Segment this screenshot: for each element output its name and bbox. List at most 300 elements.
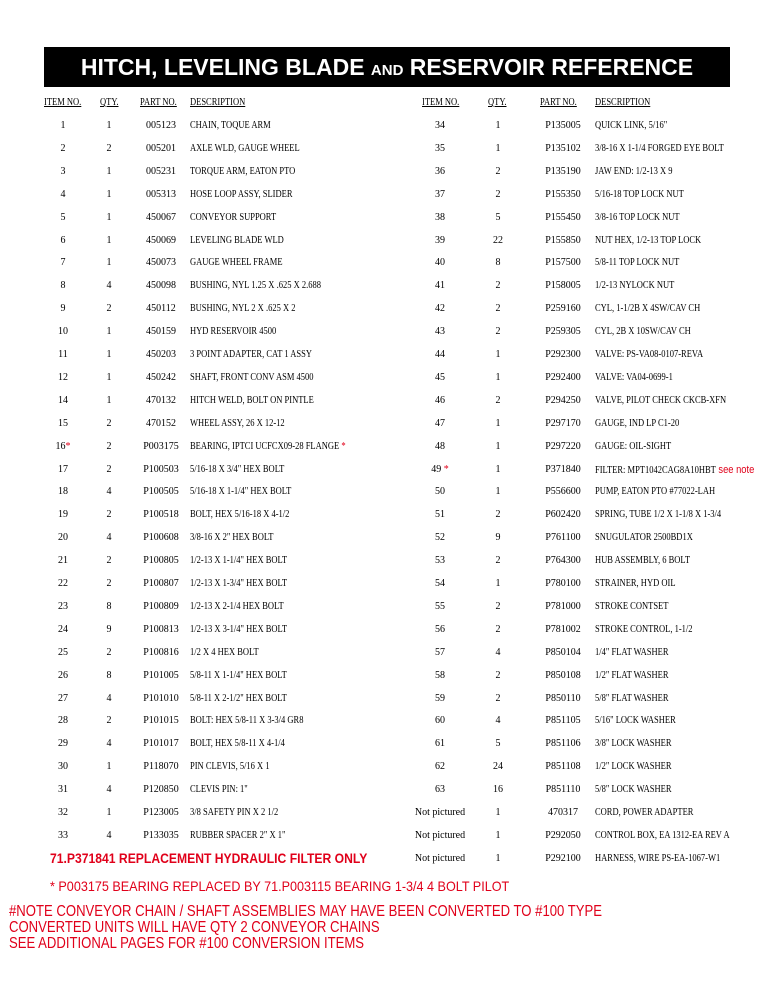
bearing-note: * P003175 BEARING REPLACED BY 71.P003115 BEARING 1-3/4 4 BOLT PILOT <box>50 878 510 894</box>
description-text: 1/2 X 4 HEX BOLT <box>190 646 259 658</box>
description-text: BOLT: HEX 5/8-11 X 3-3/4 GR8 <box>190 715 304 727</box>
right-part-no: P259305 <box>545 326 581 338</box>
left-header-desc: DESCRIPTION <box>190 97 246 108</box>
left-description <box>190 578 287 589</box>
item-number: 36 <box>435 165 445 177</box>
item-number: 29 <box>58 738 68 750</box>
description-text: AXLE WLD, GAUGE WHEEL <box>190 142 300 154</box>
left-qty: 9 <box>106 623 112 635</box>
description-text: 1/2-13 X 1-1/4" HEX BOLT <box>190 555 288 567</box>
item-number: 55 <box>435 600 445 612</box>
right-qty: 1 <box>495 440 501 452</box>
left-part-no: P123005 <box>143 807 179 818</box>
left-qty: 1 <box>106 326 112 338</box>
right-description <box>595 647 669 658</box>
left-description <box>190 464 284 475</box>
left-part-no: P100813 <box>143 623 179 635</box>
description-text: CHAIN, TOQUE ARM <box>190 120 271 131</box>
conveyor-note-line-2: CONVERTED UNITS WILL HAVE QTY 2 CONVEYOR CHAINS <box>9 919 380 936</box>
item-number: 33 <box>58 829 68 841</box>
item-number: 26 <box>58 669 68 681</box>
left-qty: 1 <box>106 257 112 269</box>
description-text: BOLT, HEX 5/16-18 X 4-1/2 <box>190 509 290 521</box>
left-item-no <box>40 509 86 520</box>
description-text: GAUGE: OIL-SIGHT <box>595 440 672 452</box>
item-number: 41 <box>435 280 445 292</box>
left-description <box>190 555 287 566</box>
left-item-no <box>40 166 86 177</box>
left-qty: 2 <box>106 142 112 154</box>
item-number: 63 <box>435 784 445 796</box>
item-number: 25 <box>58 646 68 658</box>
right-part-no: P761100 <box>545 532 581 544</box>
left-item-no <box>40 280 86 291</box>
left-part-no: 005201 <box>146 142 176 154</box>
description-text: CYL, 2B X 10SW/CAV CH <box>595 326 691 338</box>
left-description <box>190 761 270 772</box>
right-qty: 2 <box>495 555 501 567</box>
left-part-no: P101010 <box>143 692 179 704</box>
right-description <box>595 715 676 726</box>
left-item-no <box>40 670 86 681</box>
left-part-no: P118070 <box>143 761 179 773</box>
left-item-no <box>40 372 86 383</box>
left-part-no: 450203 <box>146 349 176 360</box>
right-description <box>595 784 672 795</box>
description-text: BOLT, HEX 5/8-11 X 4-1/4 <box>190 738 285 750</box>
right-description <box>595 670 669 681</box>
left-description <box>190 166 295 177</box>
item-number: 37 <box>435 188 445 200</box>
left-description <box>190 349 312 360</box>
item-number: 20 <box>58 532 68 544</box>
right-description <box>595 280 674 291</box>
description-text: 1/2-13 X 2-1/4 HEX BOLT <box>190 600 284 612</box>
description-text: HUB ASSEMBLY, 6 BOLT <box>595 555 691 567</box>
left-header-part: PART NO. <box>140 97 177 108</box>
right-qty: 1 <box>495 807 501 818</box>
left-description <box>190 807 278 818</box>
right-part-no: P556600 <box>545 486 581 498</box>
right-item-no <box>408 143 472 154</box>
left-description <box>190 372 314 383</box>
left-item-no <box>40 212 86 223</box>
item-number: 51 <box>435 509 445 521</box>
left-part-no: 450242 <box>146 371 176 383</box>
item-number: 43 <box>435 326 445 338</box>
description-text: 1/2-13 NYLOCK NUT <box>595 280 675 292</box>
title-text-1: HITCH, LEVELING BLADE <box>80 54 371 80</box>
item-number: 28 <box>58 715 68 727</box>
right-description <box>595 464 754 476</box>
right-part-no: P157500 <box>545 257 581 269</box>
item-number: 15 <box>58 417 68 429</box>
left-qty: 1 <box>106 120 112 131</box>
right-item-no <box>408 464 472 475</box>
right-part-no: P155350 <box>545 188 581 200</box>
page-title <box>44 47 730 87</box>
left-qty: 4 <box>106 692 112 704</box>
right-qty: 2 <box>495 188 501 200</box>
left-part-no: P100816 <box>143 646 179 658</box>
left-item-no <box>40 578 86 589</box>
right-item-no <box>408 807 472 818</box>
left-qty: 1 <box>106 211 112 223</box>
left-description <box>190 693 287 704</box>
item-number: 17 <box>58 463 68 475</box>
right-part-no: P155850 <box>545 234 581 246</box>
item-number: 46 <box>435 394 445 406</box>
right-description <box>595 738 672 749</box>
left-part-no: 450098 <box>146 280 176 292</box>
right-item-no <box>408 578 472 589</box>
item-number: 40 <box>435 257 445 269</box>
left-item-no <box>40 532 86 543</box>
right-description <box>595 853 720 864</box>
conveyor-note <box>9 904 602 952</box>
right-qty: 9 <box>495 532 501 544</box>
right-part-no: P371840 <box>545 463 581 475</box>
right-part-no: P292300 <box>545 349 581 360</box>
item-number: 18 <box>58 486 68 498</box>
right-qty: 1 <box>495 852 501 864</box>
right-item-no <box>408 853 472 864</box>
right-description <box>595 486 715 497</box>
item-number: 19 <box>58 509 68 521</box>
item-number: 7 <box>60 257 66 269</box>
left-description <box>190 189 293 200</box>
left-item-no <box>40 693 86 704</box>
item-number: 38 <box>435 211 445 223</box>
description-text: NUT HEX, 1/2-13 TOP LOCK <box>595 234 702 246</box>
item-number: Not pictured <box>414 829 466 841</box>
right-part-no: P764300 <box>545 555 581 567</box>
item-number: 22 <box>58 578 68 589</box>
left-description <box>190 830 285 841</box>
left-part-no: 450067 <box>146 211 176 223</box>
description-text: 5/8" FLAT WASHER <box>595 692 669 704</box>
item-number: 6 <box>60 234 66 246</box>
right-part-no: P292400 <box>545 371 581 383</box>
description-text: SHAFT, FRONT CONV ASM 4500 <box>190 371 314 383</box>
description-text: VALVE: PS-VA08-0107-REVA <box>595 349 704 360</box>
item-number: 59 <box>435 692 445 704</box>
right-description <box>595 235 701 246</box>
right-item-no <box>408 372 472 383</box>
left-description <box>190 509 289 520</box>
description-text: 5/16-18 X 1-1/4" HEX BOLT <box>190 486 292 498</box>
item-number: 49 <box>431 463 442 475</box>
right-description <box>595 830 730 841</box>
description-text: 3/8" LOCK WASHER <box>595 738 672 750</box>
right-header-desc: DESCRIPTION <box>595 97 651 108</box>
item-number: 16 <box>55 440 66 452</box>
right-item-no <box>408 509 472 520</box>
right-description <box>595 395 726 406</box>
left-item-no <box>40 143 86 154</box>
left-part-no: 005123 <box>146 120 176 131</box>
right-item-no <box>408 830 472 841</box>
right-part-no: P851106 <box>545 738 581 750</box>
left-part-no: 470132 <box>146 394 176 406</box>
description-text: 5/16-18 X 3/4" HEX BOLT <box>190 463 285 475</box>
description-text: FILTER: MPT1042CAG8A10HBT <box>595 464 716 476</box>
right-item-no <box>408 555 472 566</box>
right-header-qty: QTY. <box>488 97 507 108</box>
right-qty: 1 <box>495 829 501 841</box>
left-part-no: 450112 <box>146 303 176 315</box>
left-qty: 1 <box>106 349 112 360</box>
right-qty: 2 <box>495 303 501 315</box>
left-part-no: P100807 <box>143 578 179 589</box>
right-item-no <box>408 486 472 497</box>
left-item-no <box>40 715 86 726</box>
description-text: STROKE CONTSET <box>595 600 669 612</box>
right-qty: 5 <box>495 211 501 223</box>
right-description <box>595 326 691 337</box>
left-description <box>190 235 284 246</box>
item-number: 45 <box>435 371 445 383</box>
item-number: 52 <box>435 532 445 544</box>
item-number: 48 <box>435 440 445 452</box>
description-text: 5/16-18 TOP LOCK NUT <box>595 188 684 200</box>
description-text: 3/8-16 X 2" HEX BOLT <box>190 532 274 544</box>
left-description <box>190 143 300 154</box>
description-text: 5/8" LOCK WASHER <box>595 784 672 796</box>
left-description <box>190 670 287 681</box>
left-part-no: P100518 <box>143 509 179 521</box>
right-qty: 16 <box>493 784 503 796</box>
right-description <box>595 532 693 543</box>
right-part-no: P292100 <box>545 852 581 864</box>
left-qty: 1 <box>106 371 112 383</box>
item-number: Not pictured <box>414 852 466 864</box>
left-qty: 2 <box>106 463 112 475</box>
description-text: 3/8-16 TOP LOCK NUT <box>595 211 680 223</box>
right-qty: 2 <box>495 326 501 338</box>
left-part-no: P133035 <box>143 829 179 841</box>
item-number: 2 <box>60 142 66 154</box>
asterisk-mark: * <box>65 440 71 452</box>
right-qty: 2 <box>495 509 501 521</box>
left-header-item: ITEM NO. <box>44 97 82 108</box>
right-qty: 4 <box>495 646 501 658</box>
item-number: 32 <box>58 807 68 818</box>
right-item-no <box>408 693 472 704</box>
left-item-no <box>40 738 86 749</box>
description-text: 5/8-11 TOP LOCK NUT <box>595 257 680 269</box>
description-text: BUSHING, NYL 1.25 X .625 X 2.688 <box>190 280 321 292</box>
left-item-no <box>40 326 86 337</box>
left-qty: 8 <box>106 600 112 612</box>
item-number: 58 <box>435 669 445 681</box>
right-qty: 5 <box>495 738 501 750</box>
right-item-no <box>408 235 472 246</box>
right-item-no <box>408 349 472 360</box>
right-item-no <box>408 738 472 749</box>
left-item-no <box>40 349 86 360</box>
item-number: 3 <box>60 165 66 177</box>
left-description <box>190 486 291 497</box>
item-number: 60 <box>435 715 445 727</box>
left-item-no <box>40 189 86 200</box>
description-text: 3 POINT ADAPTER, CAT 1 ASSY <box>190 349 313 360</box>
conveyor-note-line-1: #NOTE CONVEYOR CHAIN / SHAFT ASSEMBLIES MAY HAVE BEEN CONVERTED TO #100 TYPE <box>9 903 603 920</box>
left-description <box>190 441 346 452</box>
right-item-no <box>408 395 472 406</box>
right-qty: 2 <box>495 669 501 681</box>
filter-note: 71.P371841 REPLACEMENT HYDRAULIC FILTER ONLY <box>50 851 368 866</box>
item-number: 1 <box>60 120 66 131</box>
left-qty: 2 <box>106 578 112 589</box>
left-item-no <box>40 601 86 612</box>
right-item-no <box>408 624 472 635</box>
right-description <box>595 601 668 612</box>
item-number: 57 <box>435 646 445 658</box>
description-text: HYD RESERVOIR 4500 <box>190 326 277 338</box>
description-text: GAUGE WHEEL FRAME <box>190 257 283 269</box>
right-part-no: P294250 <box>545 394 581 406</box>
item-number: 21 <box>58 555 68 567</box>
left-description <box>190 418 285 429</box>
left-description <box>190 303 295 314</box>
right-part-no: P297170 <box>545 417 581 429</box>
item-number: 14 <box>58 394 68 406</box>
item-number: 30 <box>58 761 68 773</box>
left-part-no: 450069 <box>146 234 176 246</box>
right-part-no: P297220 <box>545 440 581 452</box>
description-text: CORD, POWER ADAPTER <box>595 807 694 818</box>
description-text: VALVE, PILOT CHECK CKCB-XFN <box>595 394 727 406</box>
left-item-no <box>40 761 86 772</box>
description-text: 1/2" LOCK WASHER <box>595 761 672 773</box>
right-part-no: P851110 <box>545 784 581 796</box>
description-text: SPRING, TUBE 1/2 X 1-1/8 X 1-3/4 <box>595 509 722 521</box>
right-qty: 2 <box>495 165 501 177</box>
right-part-no: P135005 <box>545 120 581 131</box>
left-qty: 4 <box>106 829 112 841</box>
right-description <box>595 189 684 200</box>
right-item-no <box>408 670 472 681</box>
asterisk-mark: * <box>441 463 449 475</box>
right-item-no <box>408 418 472 429</box>
right-item-no <box>408 761 472 772</box>
item-number: 5 <box>60 211 66 223</box>
left-part-no: P100503 <box>143 463 179 475</box>
left-qty: 1 <box>106 165 112 177</box>
left-description <box>190 395 314 406</box>
right-part-no: P781002 <box>545 623 581 635</box>
right-item-no <box>408 280 472 291</box>
item-number: 47 <box>435 417 445 429</box>
right-part-no: P135190 <box>545 165 581 177</box>
left-item-no <box>40 784 86 795</box>
item-number: 31 <box>58 784 68 796</box>
description-text: PIN CLEVIS, 5/16 X 1 <box>190 761 270 773</box>
right-part-no: P602420 <box>545 509 581 521</box>
right-qty: 2 <box>495 394 501 406</box>
left-item-no <box>40 441 86 452</box>
right-description <box>595 761 672 772</box>
description-text: 3/8-16 X 1-1/4 FORGED EYE BOLT <box>595 142 724 154</box>
left-qty: 2 <box>106 509 112 521</box>
description-text: JAW END: 1/2-13 X 9 <box>595 165 673 177</box>
description-text: GAUGE, IND LP C1-20 <box>595 417 680 429</box>
right-item-no <box>408 784 472 795</box>
left-qty: 1 <box>106 394 112 406</box>
right-part-no: 470317 <box>548 807 578 818</box>
right-item-no <box>408 257 472 268</box>
left-description <box>190 212 276 223</box>
left-item-no <box>40 418 86 429</box>
left-qty: 1 <box>106 761 112 773</box>
right-item-no <box>408 166 472 177</box>
right-description <box>595 807 693 818</box>
right-description <box>595 257 679 268</box>
item-number: 50 <box>435 486 445 498</box>
left-description <box>190 715 303 726</box>
left-item-no <box>40 486 86 497</box>
right-item-no <box>408 532 472 543</box>
description-text: RUBBER SPACER 2" X 1" <box>190 829 286 841</box>
left-part-no: P101005 <box>143 669 179 681</box>
description-text: CLEVIS PIN: 1" <box>190 784 248 796</box>
description-text: STROKE CONTROL, 1-1/2 <box>595 623 693 635</box>
description-text: CONVEYOR SUPPORT <box>190 211 277 223</box>
left-item-no <box>40 303 86 314</box>
item-number: 11 <box>58 349 68 360</box>
left-qty: 2 <box>106 646 112 658</box>
description-text: 5/16" LOCK WASHER <box>595 715 676 727</box>
right-part-no: P851108 <box>545 761 581 773</box>
left-item-no <box>40 830 86 841</box>
right-qty: 4 <box>495 715 501 727</box>
left-part-no: 450073 <box>146 257 176 269</box>
item-number: 8 <box>60 280 66 292</box>
left-qty: 2 <box>106 417 112 429</box>
description-text: 1/4" FLAT WASHER <box>595 646 669 658</box>
left-qty: 4 <box>106 486 112 498</box>
item-number: 34 <box>435 120 445 131</box>
description-text: 3/8 SAFETY PIN X 2 1/2 <box>190 807 279 818</box>
description-text: CONTROL BOX, EA 1312-EA REV A <box>595 829 730 841</box>
right-description <box>595 372 673 383</box>
right-item-no <box>408 601 472 612</box>
conveyor-note-line-3: SEE ADDITIONAL PAGES FOR #100 CONVERSION ITEMS <box>9 935 365 952</box>
left-item-no <box>40 464 86 475</box>
left-item-no <box>40 647 86 658</box>
right-part-no: P292050 <box>545 829 581 841</box>
right-item-no <box>408 326 472 337</box>
right-description <box>595 693 669 704</box>
right-part-no: P259160 <box>545 303 581 315</box>
right-description <box>595 441 671 452</box>
left-part-no: P100505 <box>143 486 179 498</box>
right-qty: 2 <box>495 280 501 292</box>
right-qty: 2 <box>495 623 501 635</box>
description-text: 1/2-13 X 3-1/4" HEX BOLT <box>190 623 288 635</box>
right-item-no <box>408 120 472 131</box>
right-item-no <box>408 189 472 200</box>
description-text: CYL, 1-1/2B X 4SW/CAV CH <box>595 303 701 315</box>
right-part-no: P851105 <box>545 715 581 727</box>
item-number: 62 <box>435 761 445 773</box>
right-qty: 8 <box>495 257 501 269</box>
description-text: BUSHING, NYL 2 X .625 X 2 <box>190 303 296 315</box>
left-description <box>190 120 271 131</box>
left-description <box>190 257 283 268</box>
right-qty: 1 <box>495 349 501 360</box>
